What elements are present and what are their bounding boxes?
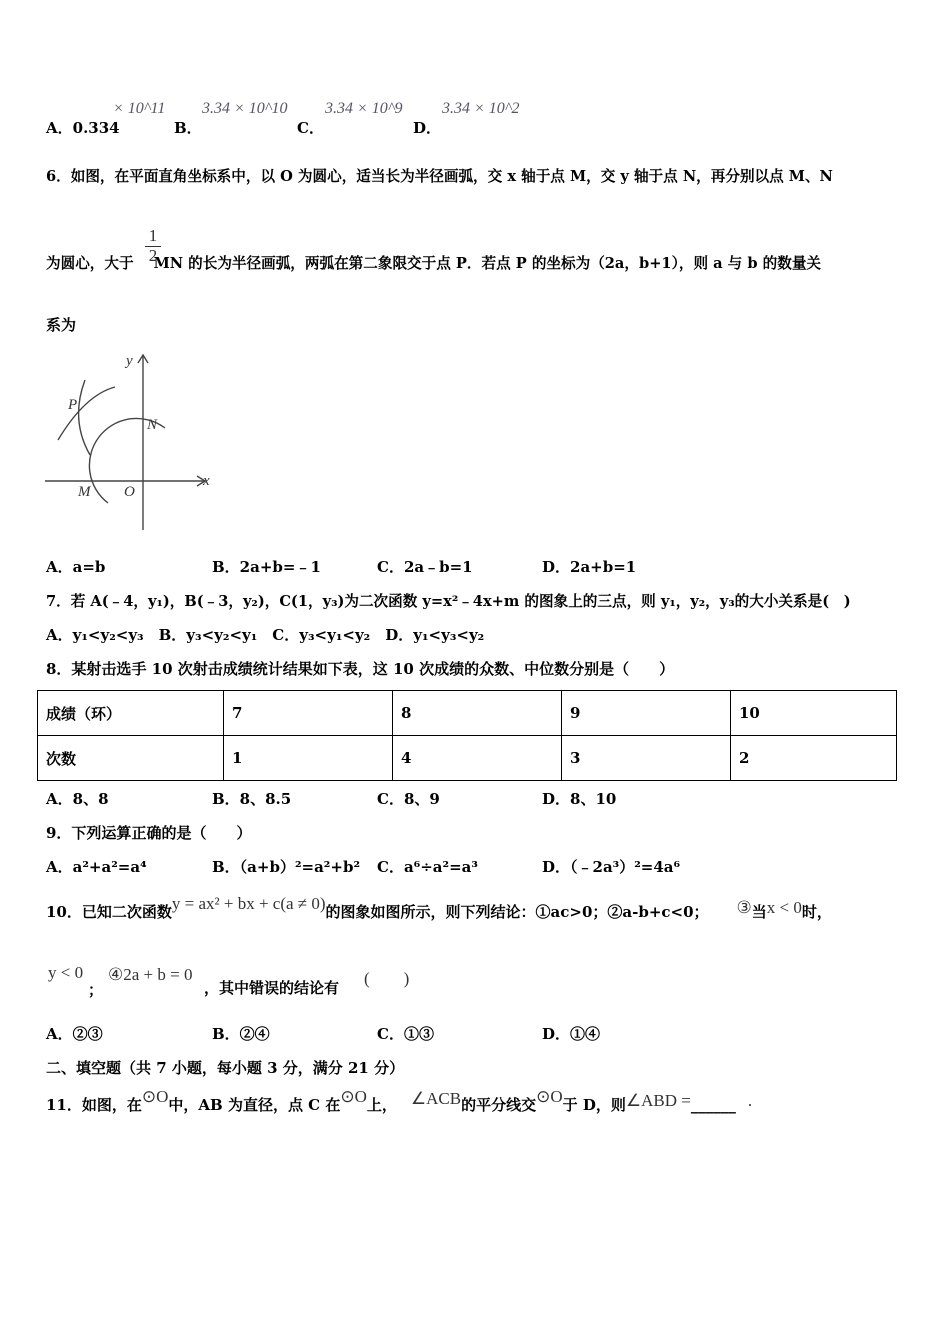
q11-p5: 于 D，则: [562, 1096, 626, 1114]
q5-option-b-expr: 3.34 × 10^10: [202, 100, 288, 117]
q8-text: 8．某射击选手 10 次射击成绩统计结果如下表，这 10 次成绩的众数、中位数分别是（ ）: [46, 660, 675, 678]
label-m: M: [78, 484, 91, 500]
arc-from-n: [79, 380, 90, 455]
table-cell: 1: [224, 736, 393, 781]
q11-text: [46, 1087, 753, 1115]
q10-pre: 10．已知二次函数: [46, 903, 172, 921]
q11-angle-abd: ∠ABD =: [625, 1091, 691, 1110]
circle-o-symbol: ⊙O: [141, 1087, 169, 1106]
arc-from-m: [58, 387, 115, 440]
q9-option-a: A．a²+a²=a⁴: [46, 858, 147, 876]
q9-text: 9．下列运算正确的是（ ）: [46, 824, 252, 842]
q7-text: 7．若 A(﹣4，y₁)，B(﹣3，y₂)，C(1，y₃)为二次函数 y=x²﹣4x+m 的图象上的三点，则 y₁，y₂，y₃的大小关系是( ): [46, 593, 851, 610]
q10-option-d: D．①④: [542, 1025, 601, 1043]
fraction-denominator: 2: [145, 246, 161, 265]
q9-option-c: C．a⁶÷a²=a³: [377, 858, 478, 876]
table-cell: 成绩（环）: [38, 691, 224, 736]
q5-option-a: A．0.334: [46, 119, 120, 137]
table-cell: 4: [393, 736, 562, 781]
table-cell: 2: [731, 736, 897, 781]
table-cell: 7: [224, 691, 393, 736]
q10-option-a: A．②③: [46, 1025, 103, 1043]
q11-p2: 中，AB 为直径，点 C 在: [168, 1096, 341, 1114]
q5-option-a-expr: × 10^11: [113, 100, 166, 117]
table-cell: 次数: [38, 736, 224, 781]
q10-c3-end: 时，: [801, 903, 832, 921]
q6-option-b: B．2a+b=﹣1: [212, 558, 321, 576]
q11-answer-blank[interactable]: ______: [690, 1096, 736, 1114]
q8-option-a: A．8、8: [46, 790, 109, 808]
q10-c3-cond: x < 0: [766, 898, 802, 917]
q10-cond-y: y < 0: [48, 963, 84, 982]
q10-question: ，其中错误的结论有: [204, 979, 340, 997]
q5-option-b: B．: [174, 119, 202, 137]
q8-option-b: B．8、8.5: [212, 790, 292, 808]
q9-option-b: B．（a+b）²=a²+b²: [212, 858, 361, 876]
q10-formula: y = ax² + bx + c(a ≠ 0): [171, 894, 326, 913]
q10-line1: [46, 894, 832, 922]
label-p: P: [68, 397, 78, 413]
table-cell: 9: [562, 691, 731, 736]
q7-options: A．y₁<y₂<y₃ B．y₃<y₂<y₁ C．y₃<y₁<y₂ D．y₁<y₃<y₂: [46, 626, 485, 644]
q10-option-c: C．①③: [377, 1025, 434, 1043]
fraction-numerator: 1: [148, 226, 158, 245]
q10-option-b: B．②④: [212, 1025, 270, 1043]
q10-semicolon: ；: [88, 981, 104, 999]
q5-option-d: D．: [413, 119, 442, 137]
q6-line3: 系为: [46, 316, 77, 334]
q10-c3: ③: [736, 898, 752, 917]
table-row: [38, 691, 897, 736]
q10-c3-text: 当: [751, 903, 767, 921]
q6-line2-pre: 为圆心，大于: [46, 255, 134, 272]
q11-pre: 11．如图，在: [46, 1096, 142, 1114]
q6-line2-post: MN 的长为半径画弧，两弧在第二象限交于点 P．若点 P 的坐标为（2a，b+1），则 a 与 b 的数量关: [153, 255, 822, 272]
q8-option-c: C．8、9: [377, 790, 440, 808]
label-y: y: [126, 353, 133, 369]
table-cell: 3: [562, 736, 731, 781]
q5-option-c-expr: 3.34 × 10^9: [325, 100, 403, 117]
q6-figure: [40, 345, 220, 535]
q11-p3: 上，: [366, 1096, 397, 1114]
table-cell: 10: [731, 691, 897, 736]
q6-option-d: D．2a+b=1: [542, 558, 637, 576]
q6-option-c: C．2a﹣b=1: [377, 558, 473, 576]
q11-p4: 的平分线交: [461, 1096, 537, 1114]
section-2-heading: 二、填空题（共 7 小题，每小题 3 分，满分 21 分）: [46, 1059, 405, 1077]
circle-o-symbol: ⊙O: [340, 1087, 367, 1106]
circle-o-symbol: ⊙O: [536, 1087, 563, 1106]
table-cell: 8: [393, 691, 562, 736]
q11-angle: ∠ACB: [410, 1089, 462, 1108]
q11-period: .: [747, 1091, 753, 1110]
q5-option-c: C．: [297, 119, 324, 137]
q5-option-d-expr: 3.34 × 10^2: [442, 100, 520, 117]
label-x: x: [203, 473, 210, 489]
q6-line1: 6．如图，在平面直角坐标系中，以 O 为圆心，适当长为半径画弧，交 x 轴于点 M，交 y 轴于点 N，再分别以点 M、N: [46, 168, 833, 185]
label-n: N: [147, 417, 158, 433]
q10-c4: ④2a + b = 0: [108, 965, 193, 984]
q6-line2: [46, 252, 821, 273]
q8-option-d: D．8、10: [542, 790, 617, 808]
q8-score-table: [37, 690, 897, 781]
q9-option-d: D．（﹣2a³）²=4a⁶: [542, 858, 681, 876]
q6-fraction: [145, 226, 161, 265]
table-row: [38, 736, 897, 781]
q6-option-a: A．a=b: [46, 558, 106, 576]
q10-answer-paren: ( ): [364, 969, 410, 988]
label-o: O: [124, 484, 135, 500]
q10-conclusions: 的图象如图所示，则下列结论：①ac>0；②a-b+c<0；: [325, 903, 709, 921]
